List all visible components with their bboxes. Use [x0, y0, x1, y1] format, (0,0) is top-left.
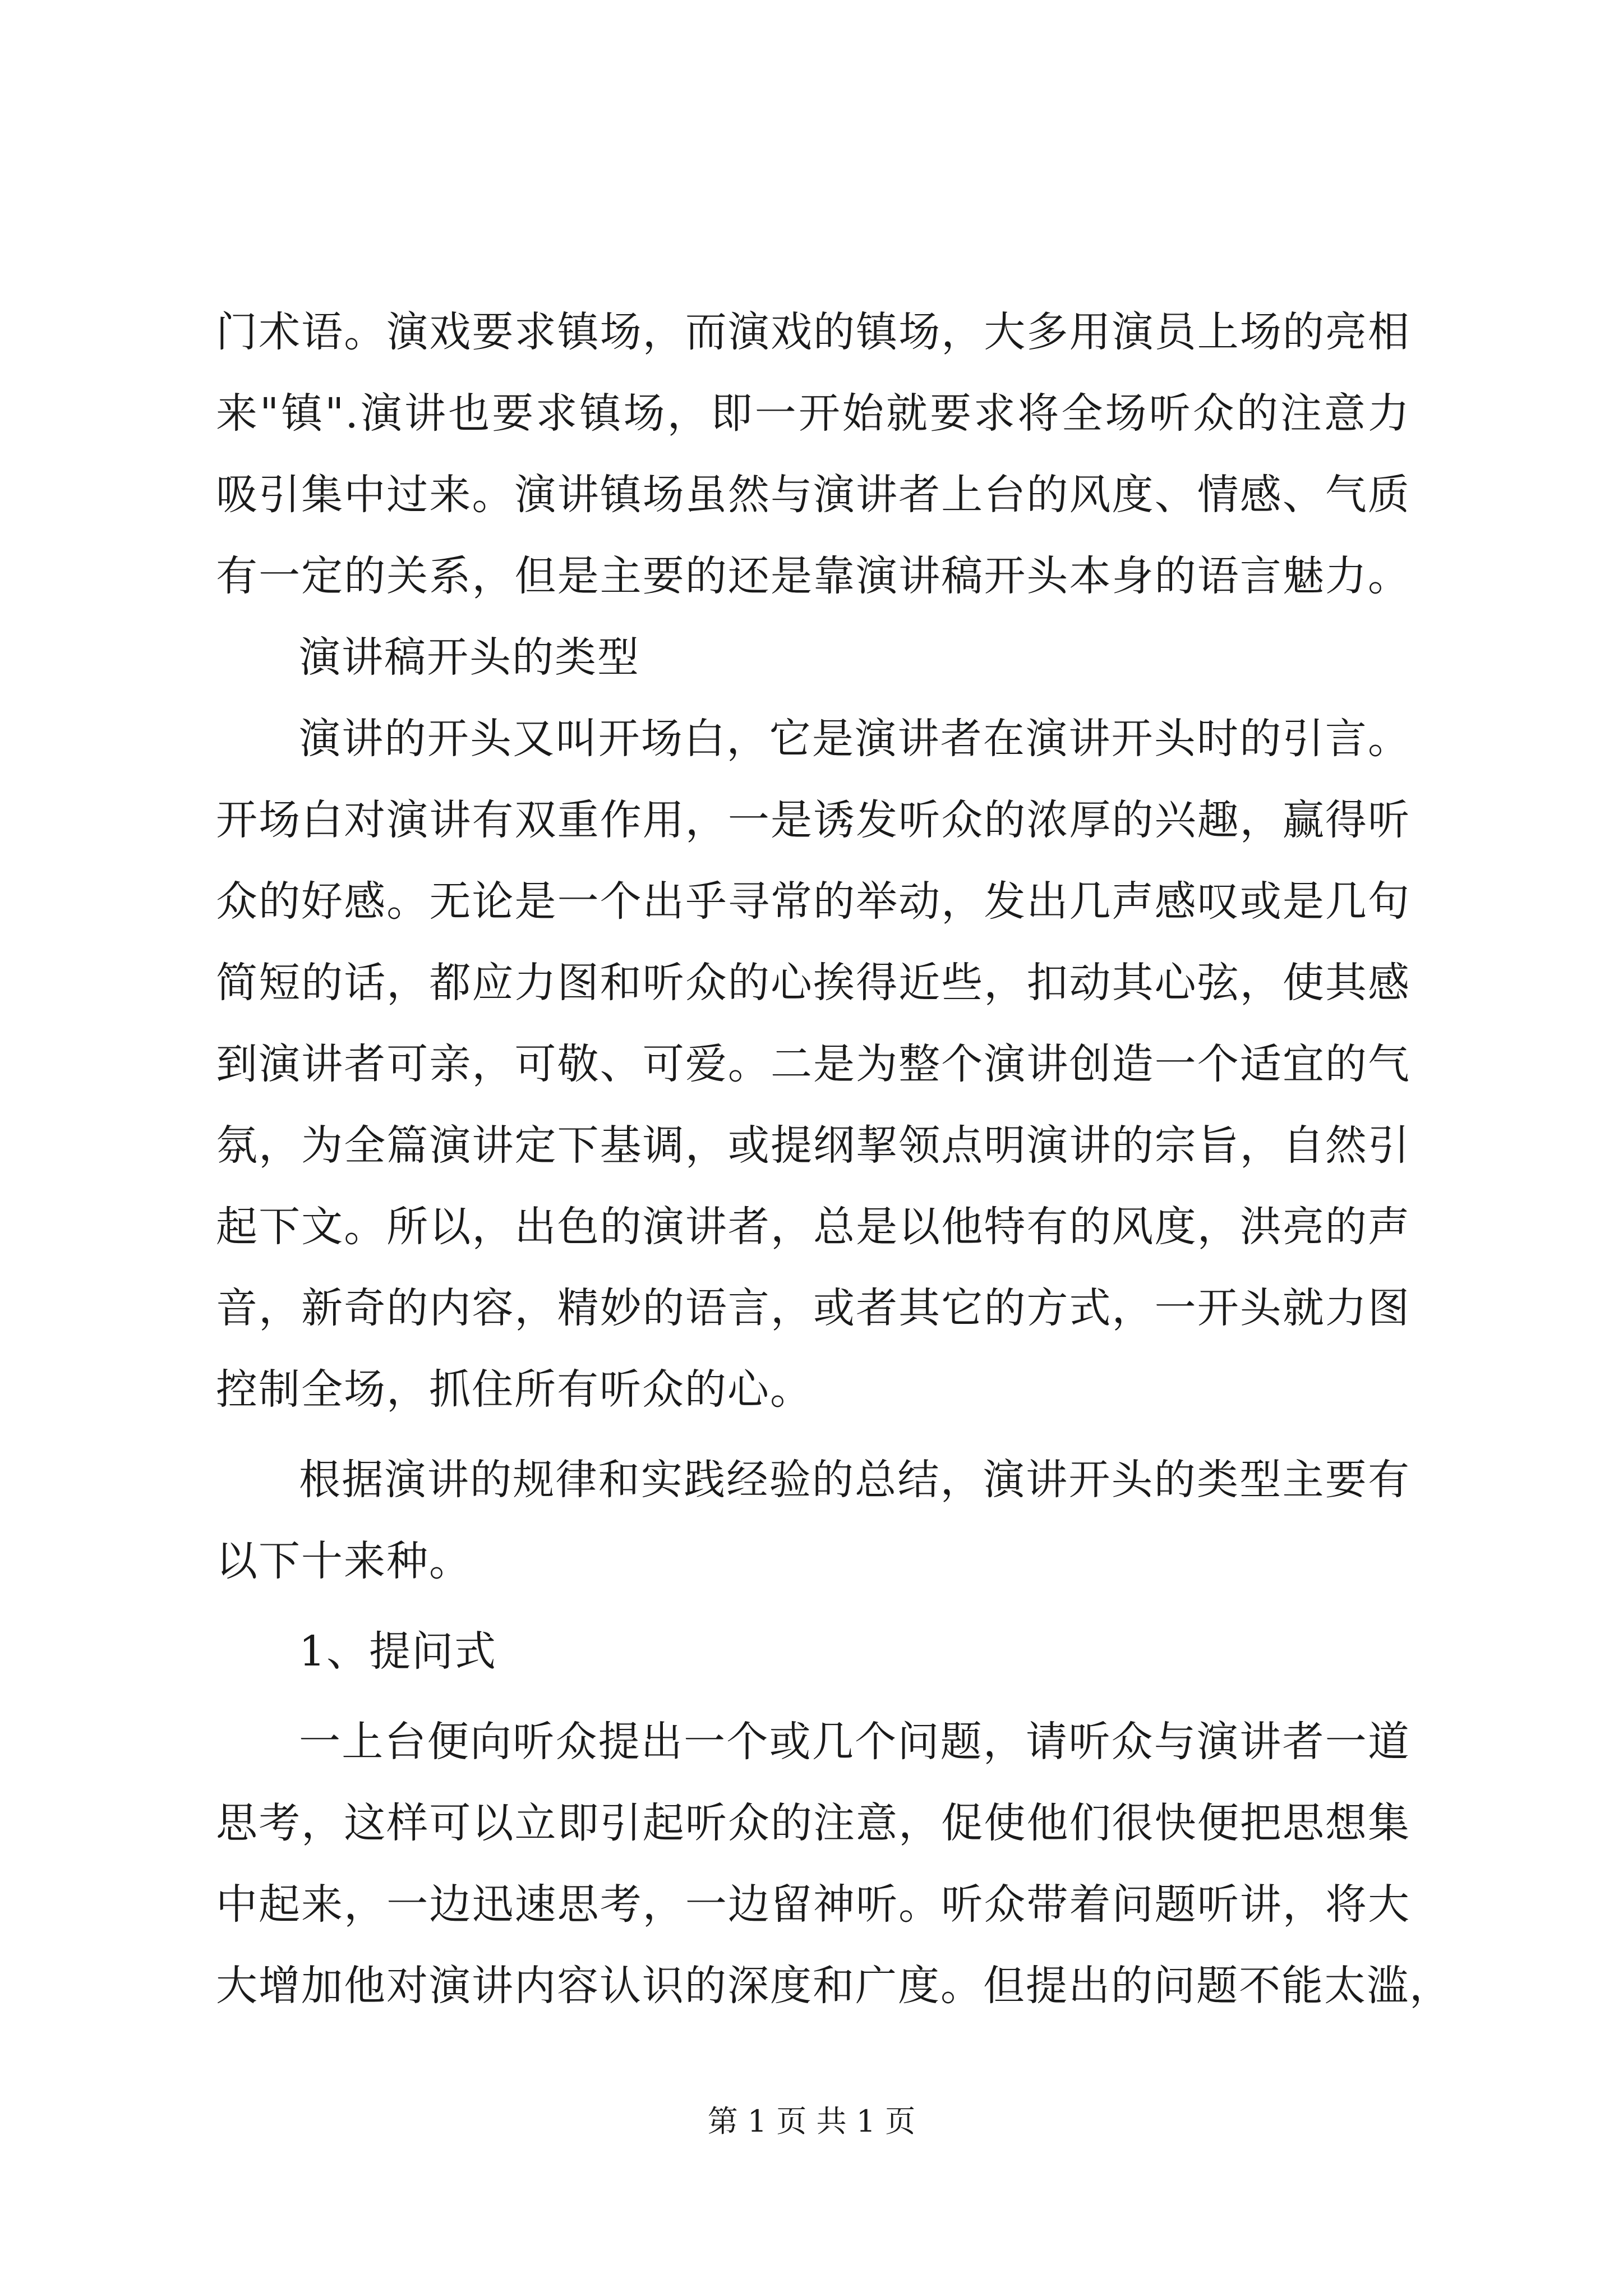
text-line: 大增加他对演讲内容认识的深度和广度。但提出的问题不能太滥，: [216, 1962, 1452, 2010]
text-line: 开场白对演讲有双重作用，一是诱发听众的浓厚的兴趣，赢得听: [216, 796, 1410, 844]
text-line: 音，新奇的内容，精妙的语言，或者其它的方式，一开头就力图: [216, 1284, 1410, 1332]
text-line: 来"镇".演讲也要求镇场，即一开始就要求将全场听众的注意力: [216, 389, 1410, 438]
text-line: 以下十来种。: [216, 1537, 472, 1585]
text-line: 门术语。演戏要求镇场，而演戏的镇场，大多用演员上场的亮相: [216, 308, 1410, 356]
text-line: 有一定的关系，但是主要的还是靠演讲稿开头本身的语言魅力。: [216, 552, 1410, 600]
section-heading: 1、提问式: [299, 1627, 497, 1676]
text-line: 简短的话，都应力图和听众的心挨得近些，扣动其心弦，使其感: [216, 959, 1410, 1007]
paragraph-gap: [216, 1430, 1410, 1439]
paragraph-gap: [216, 1692, 1410, 1701]
page-footer: 第 1 页 共 1 页: [707, 2104, 916, 2139]
text-line: 吸引集中过来。演讲镇场虽然与演讲者上台的风度、情感、气质: [216, 471, 1410, 519]
text-line: 思考，这样可以立即引起听众的注意，促使他们很快便把思想集: [216, 1799, 1410, 1847]
text-line: 氛，为全篇演讲定下基调，或提纲挈领点明演讲的宗旨，自然引: [216, 1121, 1410, 1170]
text-line: 根据演讲的规律和实践经验的总结，演讲开头的类型主要有: [299, 1456, 1410, 1504]
paragraph-gap: [216, 1602, 1410, 1611]
text-line: 起下文。所以，出色的演讲者，总是以他特有的风度，洪亮的声: [216, 1203, 1410, 1251]
text-line: 到演讲者可亲，可敬、可爱。二是为整个演讲创造一个适宜的气: [216, 1040, 1410, 1088]
text-line: 演讲的开头又叫开场白，它是演讲者在演讲开头时的引言。: [299, 715, 1410, 763]
text-line: 众的好感。无论是一个出乎寻常的举动，发出几声感叹或是几句: [216, 877, 1410, 926]
text-line: 控制全场，抓住所有听众的心。: [216, 1365, 813, 1414]
document-body: [216, 292, 1452, 2027]
section-heading: 演讲稿开头的类型: [299, 633, 640, 682]
text-line: 中起来，一边迅速思考，一边留神听。听众带着问题听讲，将大: [216, 1880, 1410, 1929]
text-line: 一上台便向听众提出一个或几个问题，请听众与演讲者一道: [299, 1718, 1410, 1766]
